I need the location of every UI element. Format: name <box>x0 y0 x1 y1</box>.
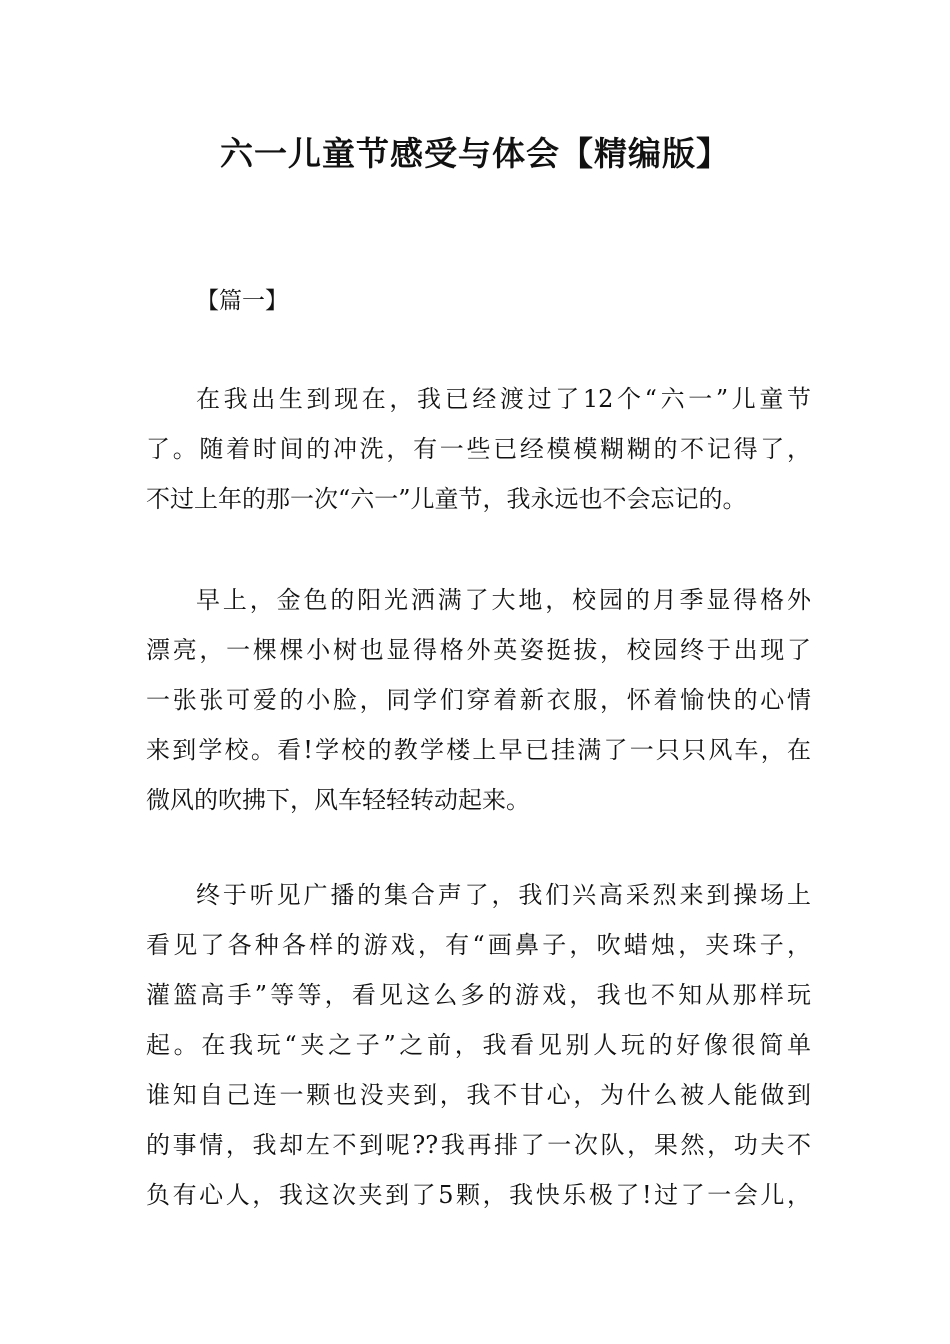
paragraph-2-line-2: 漂亮，一棵棵小树也显得格外英姿挺拔，校园终于出现了 <box>146 636 811 664</box>
paragraph-3-line-5: 谁知自己连一颗也没夹到，我不甘心，为什么被人能做到 <box>146 1081 811 1109</box>
paragraph-1-line-1: 在我出生到现在，我已经渡过了12个“六一”儿童节 <box>196 385 811 413</box>
paragraph-3-line-3: 灌篮高手”等等，看见这么多的游戏，我也不知从那样玩 <box>146 981 811 1009</box>
paragraph-1-line-2: 了。随着时间的冲洗，有一些已经模模糊糊的不记得了， <box>146 435 811 463</box>
paragraph-3-line-7: 负有心人，我这次夹到了5颗，我快乐极了!过了一会儿， <box>146 1181 811 1209</box>
paragraph-2-line-5: 微风的吹拂下，风车轻轻转动起来。 <box>146 786 530 814</box>
paragraph-3-line-4: 起。在我玩“夹之子”之前，我看见别人玩的好像很简单 <box>146 1031 811 1059</box>
paragraph-2-line-1: 早上，金色的阳光洒满了大地，校园的月季显得格外 <box>196 586 811 614</box>
document-title: 六一儿童节感受与体会【精编版】 <box>220 134 730 173</box>
paragraph-2-line-3: 一张张可爱的小脸，同学们穿着新衣服，怀着愉快的心情 <box>146 686 811 714</box>
paragraph-3-line-6: 的事情，我却左不到呢??我再排了一次队，果然，功夫不 <box>146 1131 811 1159</box>
paragraph-2-line-4: 来到学校。看!学校的教学楼上早已挂满了一只只风车，在 <box>146 736 811 764</box>
paragraph-1-line-3: 不过上年的那一次“六一”儿童节，我永远也不会忘记的。 <box>146 485 747 513</box>
paragraph-3-line-2: 看见了各种各样的游戏，有“画鼻子，吹蜡烛，夹珠子， <box>146 931 811 959</box>
section-label: 【篇一】 <box>196 288 288 314</box>
paragraph-3-line-1: 终于听见广播的集合声了，我们兴高采烈来到操场上 <box>196 881 811 909</box>
